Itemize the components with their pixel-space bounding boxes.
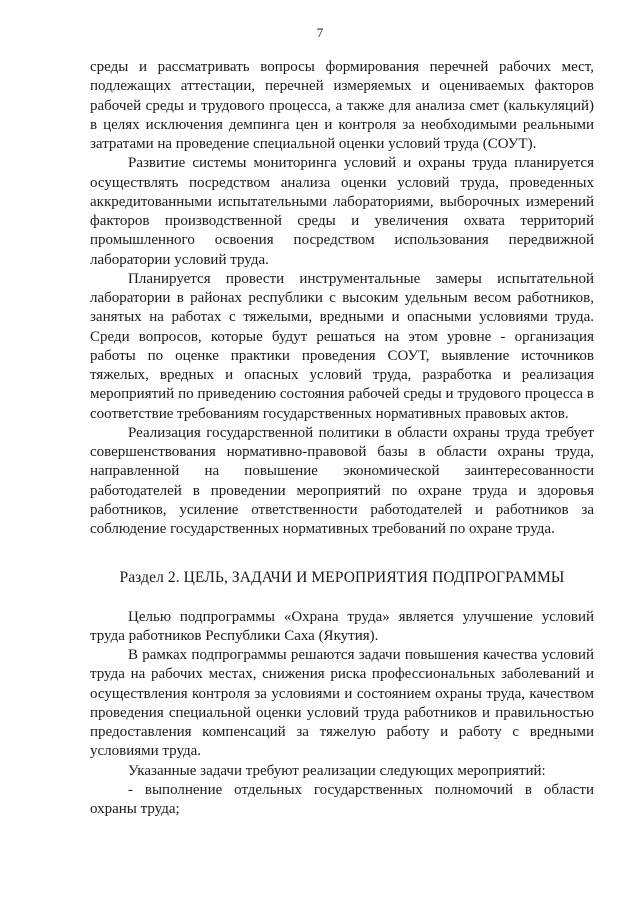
list-item-state-powers: - выполнение отдельных государственных полномочий в области охраны труда; bbox=[90, 781, 594, 817]
paragraph-instrumental-measurements: Планируется провести инструментальные замеры испытательной лаборатории в районах республики с высоким удельным весом работников, занятых на работах с тяжелыми, вредными и опасными условиями труда. Среди вопросов, которые будут решаться на этом уровне - организация работы по оценке практики проведения СОУТ, выявление источников тяжелых, вредных и опасных условий труда, разработка и реализация мероприятий по приведению состояния рабочей среды и трудового процесса в соответствие требованиям государственных нормативных правовых актов. bbox=[90, 270, 594, 422]
page-number: 7 bbox=[316, 25, 324, 40]
paragraph-state-policy: Реализация государственной политики в области охраны труда требует совершенствования нормативно-правовой базы в области охраны труда, направленной на повышение экономической заинтересованности работодателей в проведении мероприятий по охране труда и здоровья работников, усиление ответственности работодателей и работников за соблюдение государственных нормативных требований по охране труда. bbox=[90, 424, 594, 537]
paragraph-continuation: среды и рассматривать вопросы формирования перечней рабочих мест, подлежащих аттестации, перечней измеряемых и оцениваемых факторов рабочей среды и трудового процесса, а также для анализа смет (калькуляций) в целях исключения демпинга цен и контроля за необходимыми реальными затратами на проведение специальной оценки условий труда (СОУТ). bbox=[90, 59, 594, 152]
paragraph-monitoring-development: Развитие системы мониторинга условий и охраны труда планируется осуществлять посредством анализа оценки условий труда, проведенных аккредитованными испытательными лабораториями, выборочных измерений факторов производственной среды и увеличения охвата территорий промышленного освоения посредством использования передвижной лаборатории условий труда. bbox=[90, 155, 594, 268]
section-heading: Раздел 2. ЦЕЛЬ, ЗАДАЧИ И МЕРОПРИЯТИЯ ПОДПРОГРАММЫ bbox=[119, 569, 565, 587]
document-body bbox=[90, 58, 594, 819]
paragraph-required-activities: Указанные задачи требуют реализации следующих мероприятий: bbox=[128, 762, 546, 779]
paragraph-subprogram-tasks: В рамках подпрограммы решаются задачи повышения качества условий труда на рабочих местах, снижения риска профессиональных заболеваний и осуществления контроля за условиями и состоянием охраны труда, качеством проведения специальной оценки условий труда работников и правильностью предоставления компенсаций за тяжелую работу и работу с вредными условиями труда. bbox=[90, 647, 594, 760]
paragraph-subprogram-goal: Целью подпрограммы «Охрана труда» является улучшение условий труда работников Республики Саха (Якутия). bbox=[90, 608, 594, 644]
